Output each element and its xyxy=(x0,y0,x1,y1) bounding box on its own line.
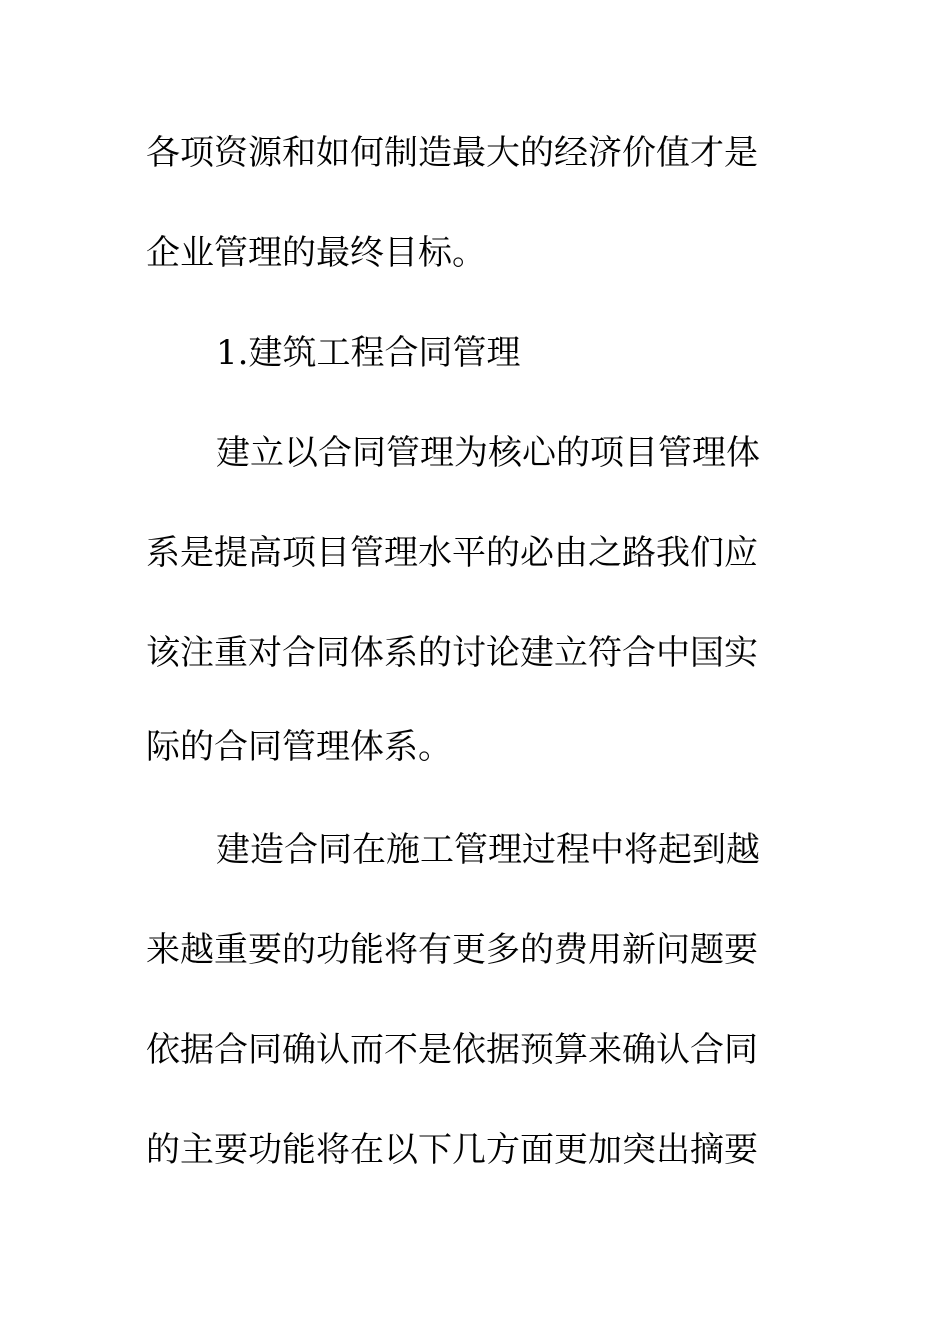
text-line: 系是提高项目管理水平的必由之路我们应 xyxy=(146,533,758,573)
text-line: 依据合同确认而不是依据预算来确认合同 xyxy=(146,1030,758,1070)
text-line: 该注重对合同体系的讨论建立符合中国实 xyxy=(146,633,758,673)
text-line: 建造合同在施工管理过程中将起到越 xyxy=(216,830,760,870)
text-line: 的主要功能将在以下几方面更加突出摘要 xyxy=(146,1130,758,1170)
text-line: 各项资源和如何制造最大的经济价值才是 xyxy=(146,133,758,173)
text-line: 企业管理的最终目标。 xyxy=(146,233,486,273)
section-heading: 1.建筑工程合同管理 xyxy=(216,333,521,373)
text-line: 际的合同管理体系。 xyxy=(146,727,452,767)
text-line: 建立以合同管理为核心的项目管理体 xyxy=(216,433,760,473)
text-line: 来越重要的功能将有更多的费用新问题要 xyxy=(146,930,758,970)
